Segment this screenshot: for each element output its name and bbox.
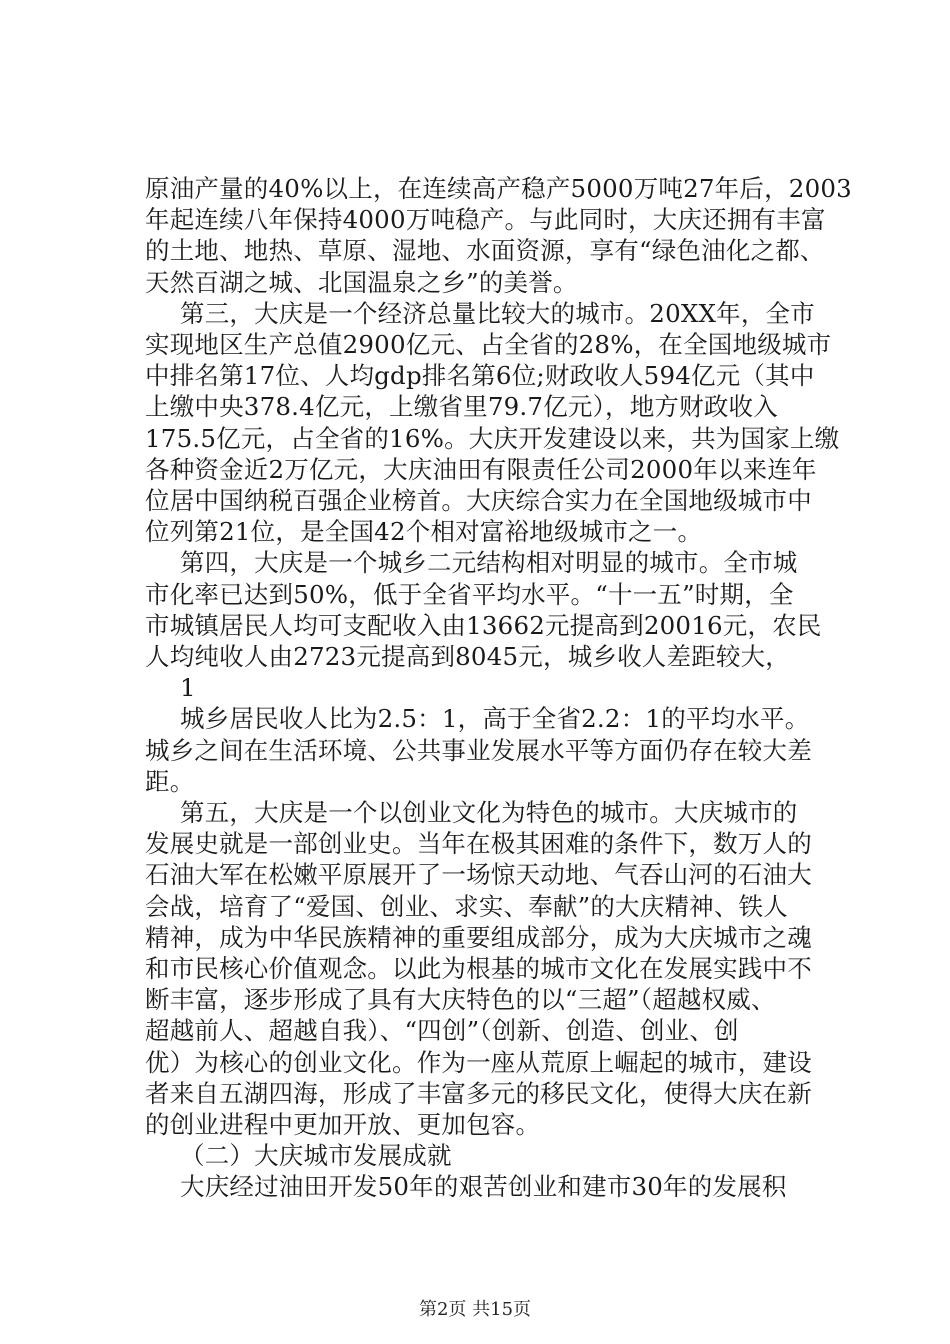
paragraph-start-line: 第四，大庆是一个城乡二元结构相对明显的城市。全市城 [180, 548, 798, 578]
text-line: 超越前人、超越自我）、“四创”（创新、创造、创业、创 [145, 1016, 739, 1046]
text-line: 断丰富，逐步形成了具有大庆特色的以“三超”（超越权威、 [145, 985, 776, 1015]
text-line: 精神，成为中华民族精神的重要组成部分，成为大庆城市之魂 [145, 922, 812, 952]
text-line: 年起连续八年保持4000万吨稳产。与此同时，大庆还拥有丰富 [145, 205, 826, 235]
text-line: 石油大军在松嫩平原展开了一场惊天动地、气吞山河的石油大 [145, 860, 812, 890]
text-line: 的创业进程中更加开放、更加包容。 [145, 1110, 541, 1139]
section-heading: （二）大庆城市发展成就 [180, 1141, 452, 1171]
text-line: 各种资金近2万亿元，大庆油田有限责任公司2000年以来连年 [145, 454, 817, 484]
text-line: 位居中国纳税百强企业榜首。大庆综合实力在全国地级城市中 [145, 486, 812, 515]
text-line: 中排名第17位、人均gdp排名第6位;财政收人594亿元（其中 [145, 361, 815, 391]
paragraph-start-line: 第五，大庆是一个以创业文化为特色的城市。大庆城市的 [180, 798, 798, 827]
inline-page-number: 1 [180, 673, 196, 703]
text-line: 原油产量的40%以上，在连续高产稳产5000万吨27年后，2003 [145, 174, 852, 203]
paragraph-start-line: 第三，大庆是一个经济总量比较大的城市。20XX年，全市 [180, 298, 815, 328]
text-line: 位列第21位，是全国42个相对富裕地级城市之一。 [145, 517, 703, 547]
text-line: 175.5亿元，占全省的16%。大庆开发建设以来，共为国家上缴 [145, 423, 840, 453]
text-line: 天然百湖之城、北国温泉之乡”的美誉。 [145, 267, 578, 297]
text-line: 和市民核心价值观念。以此为根基的城市文化在发展实践中不 [145, 954, 812, 983]
text-line: 实现地区生产总值2900亿元、占全省的28%，在全国地级城市 [145, 330, 832, 359]
text-line: 市城镇居民人均可支配收入由13662元提高到20016元，农民 [145, 610, 822, 640]
text-line: 距。 [145, 766, 195, 796]
paragraph-start-line: 大庆经过油田开发50年的艰苦创业和建市30年的发展积 [180, 1172, 787, 1202]
text-line: 者来自五湖四海，形成了丰富多元的移民文化，使得大庆在新 [145, 1078, 812, 1108]
text-line: 人均纯收人由2723元提高到8045元，城乡收人差距较大， [145, 642, 790, 671]
text-line: 优）为核心的创业文化。作为一座从荒原上崛起的城市，建设 [145, 1047, 812, 1077]
text-line: 会战，培育了“爱国、创业、求实、奉献”的大庆精神、铁人 [145, 891, 788, 921]
text-line: 城乡居民收人比为2.5：1，高于全省2.2：1的平均水平。 [180, 704, 810, 734]
text-line: 的土地、地热、草原、湿地、水面资源，享有“绿色油化之都、 [145, 236, 825, 266]
text-line: 市化率已达到50%，低于全省平均水平。“十一五”时期，全 [145, 579, 794, 609]
page-footer: 第2页 共15页 [418, 1299, 532, 1320]
text-line: 上缴中央378.4亿元，上缴省里79.7亿元），地方财政收入 [145, 392, 778, 422]
text-line: 发展史就是一部创业史。当年在极其困难的条件下，数万人的 [145, 829, 812, 859]
text-line: 城乡之间在生活环境、公共事业发展水平等方面仍存在较大差 [145, 735, 812, 765]
